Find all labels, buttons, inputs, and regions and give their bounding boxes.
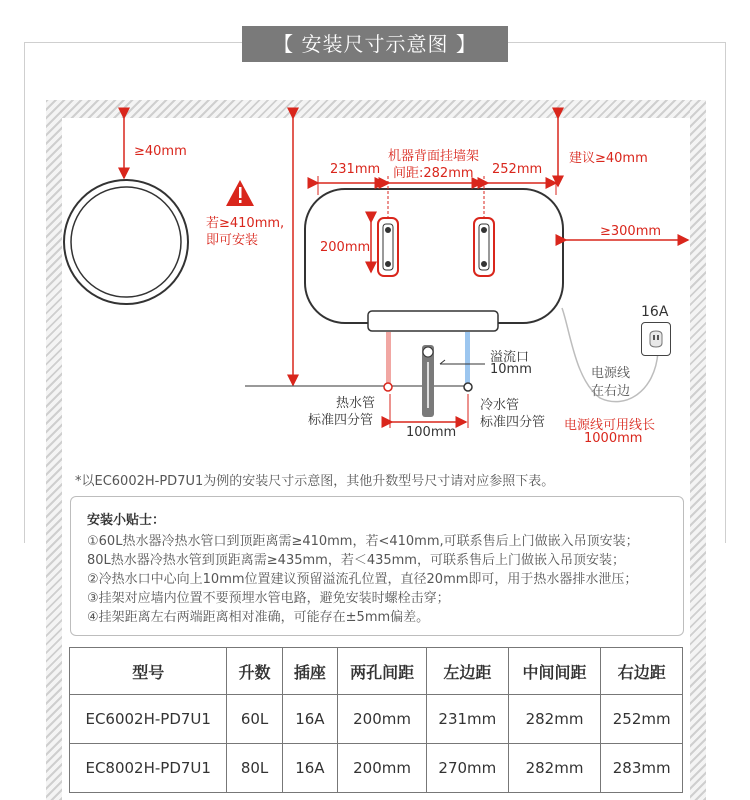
power-label-2: 在右边 <box>591 384 631 399</box>
pipe-spacing-label: 100mm <box>406 425 457 440</box>
socket-icon <box>641 322 671 356</box>
cell-model: EC8002H-PD7U1 <box>70 744 227 793</box>
page-title: 【 安装尺寸示意图 】 <box>242 26 508 62</box>
top-gap-left-label: ≥40mm <box>134 144 187 159</box>
diagram-note: *以EC6002H-PD7U1为例的安装尺寸示意图，其他升数型号尺寸请对应参照下表。 <box>75 474 555 489</box>
table-row <box>70 695 683 744</box>
cold-pipe-label-1: 冷水管 <box>480 398 520 413</box>
cell-model: EC6002H-PD7U1 <box>70 695 227 744</box>
cell-left-distance: 270mm <box>427 744 509 793</box>
table-header-row <box>70 648 683 695</box>
cell-socket: 16A <box>282 695 337 744</box>
header-hole-spacing: 两孔间距 <box>338 648 427 695</box>
header-socket: 插座 <box>282 648 337 695</box>
hot-water-pipe <box>386 332 391 386</box>
cell-capacity: 80L <box>227 744 282 793</box>
side-gap-label: ≥300mm <box>600 224 662 239</box>
warning-icon <box>226 180 254 206</box>
heater-body <box>305 189 563 323</box>
left-distance-label: 231mm <box>330 162 381 177</box>
cell-hole-spacing: 200mm <box>338 695 427 744</box>
spacing-label: 间距:282mm <box>393 166 474 181</box>
cell-middle-spacing: 282mm <box>508 695 601 744</box>
top-gap-right-label: 建议≥40mm <box>569 151 648 166</box>
header-left-distance: 左边距 <box>427 648 509 695</box>
hot-pipe-label-2: 标准四分管 <box>308 413 374 428</box>
cold-water-pipe <box>465 332 470 386</box>
right-distance-label: 252mm <box>492 162 543 177</box>
header-middle-spacing: 中间间距 <box>508 648 601 695</box>
cell-socket: 16A <box>282 744 337 793</box>
bracket-title: 机器背面挂墙架 <box>388 149 480 164</box>
tip-item: ①60L热水器冷热水管口到顶距离需≥410mm，若<410mm,可联系售后上门做嵌入吊顶安装； <box>87 534 639 549</box>
header-model: 型号 <box>70 648 227 695</box>
header-capacity: 升数 <box>227 648 282 695</box>
tip-item: ③挂架对应墙内位置不要预埋水管电路，避免安装时螺栓击穿； <box>87 591 450 606</box>
installation-tips <box>70 496 684 636</box>
overflow-outlet <box>422 345 485 417</box>
header-right-distance: 右边距 <box>601 648 683 695</box>
socket-amp-label: 16A <box>641 304 669 320</box>
cable-length-label-1: 电源线可用线长 <box>564 418 656 433</box>
cell-hole-spacing: 200mm <box>338 744 427 793</box>
cable-length-label-2: 1000mm <box>584 431 643 446</box>
cold-pipe-label-2: 标准四分管 <box>480 415 546 430</box>
heater-base <box>368 311 498 331</box>
cell-left-distance: 231mm <box>427 695 509 744</box>
cell-right-distance: 283mm <box>601 744 683 793</box>
power-label-1: 电源线 <box>591 366 631 381</box>
overflow-label-1: 溢流口 <box>490 350 530 365</box>
tip-item: 80L热水器冷热水管到顶距离需≥435mm，若＜435mm，可联系售后上门做嵌入吊顶安装； <box>87 553 625 568</box>
tip-item: ②冷热水口中心向上10mm位置建议预留溢流孔位置，直径20mm即可，用于热水器排水泄压； <box>87 572 638 587</box>
warning-label-2: 即可安装 <box>206 233 259 248</box>
heater-side-view <box>64 180 188 304</box>
hot-pipe-label-1: 热水管 <box>336 396 376 411</box>
tip-item: ④挂架距离左右两端距离相对准确，可能存在±5mm偏差。 <box>87 610 430 625</box>
cell-middle-spacing: 282mm <box>508 744 601 793</box>
bracket-right <box>474 218 494 276</box>
cell-right-distance: 252mm <box>601 695 683 744</box>
bracket-left <box>378 218 398 276</box>
warning-label-1: 若≥410mm, <box>206 216 285 231</box>
cell-capacity: 60L <box>227 695 282 744</box>
bracket-height-label: 200mm <box>320 240 371 255</box>
spec-table <box>69 647 683 793</box>
table-row <box>70 744 683 793</box>
overflow-label-2: 10mm <box>490 362 532 377</box>
tips-title: 安装小贴士： <box>87 513 166 528</box>
